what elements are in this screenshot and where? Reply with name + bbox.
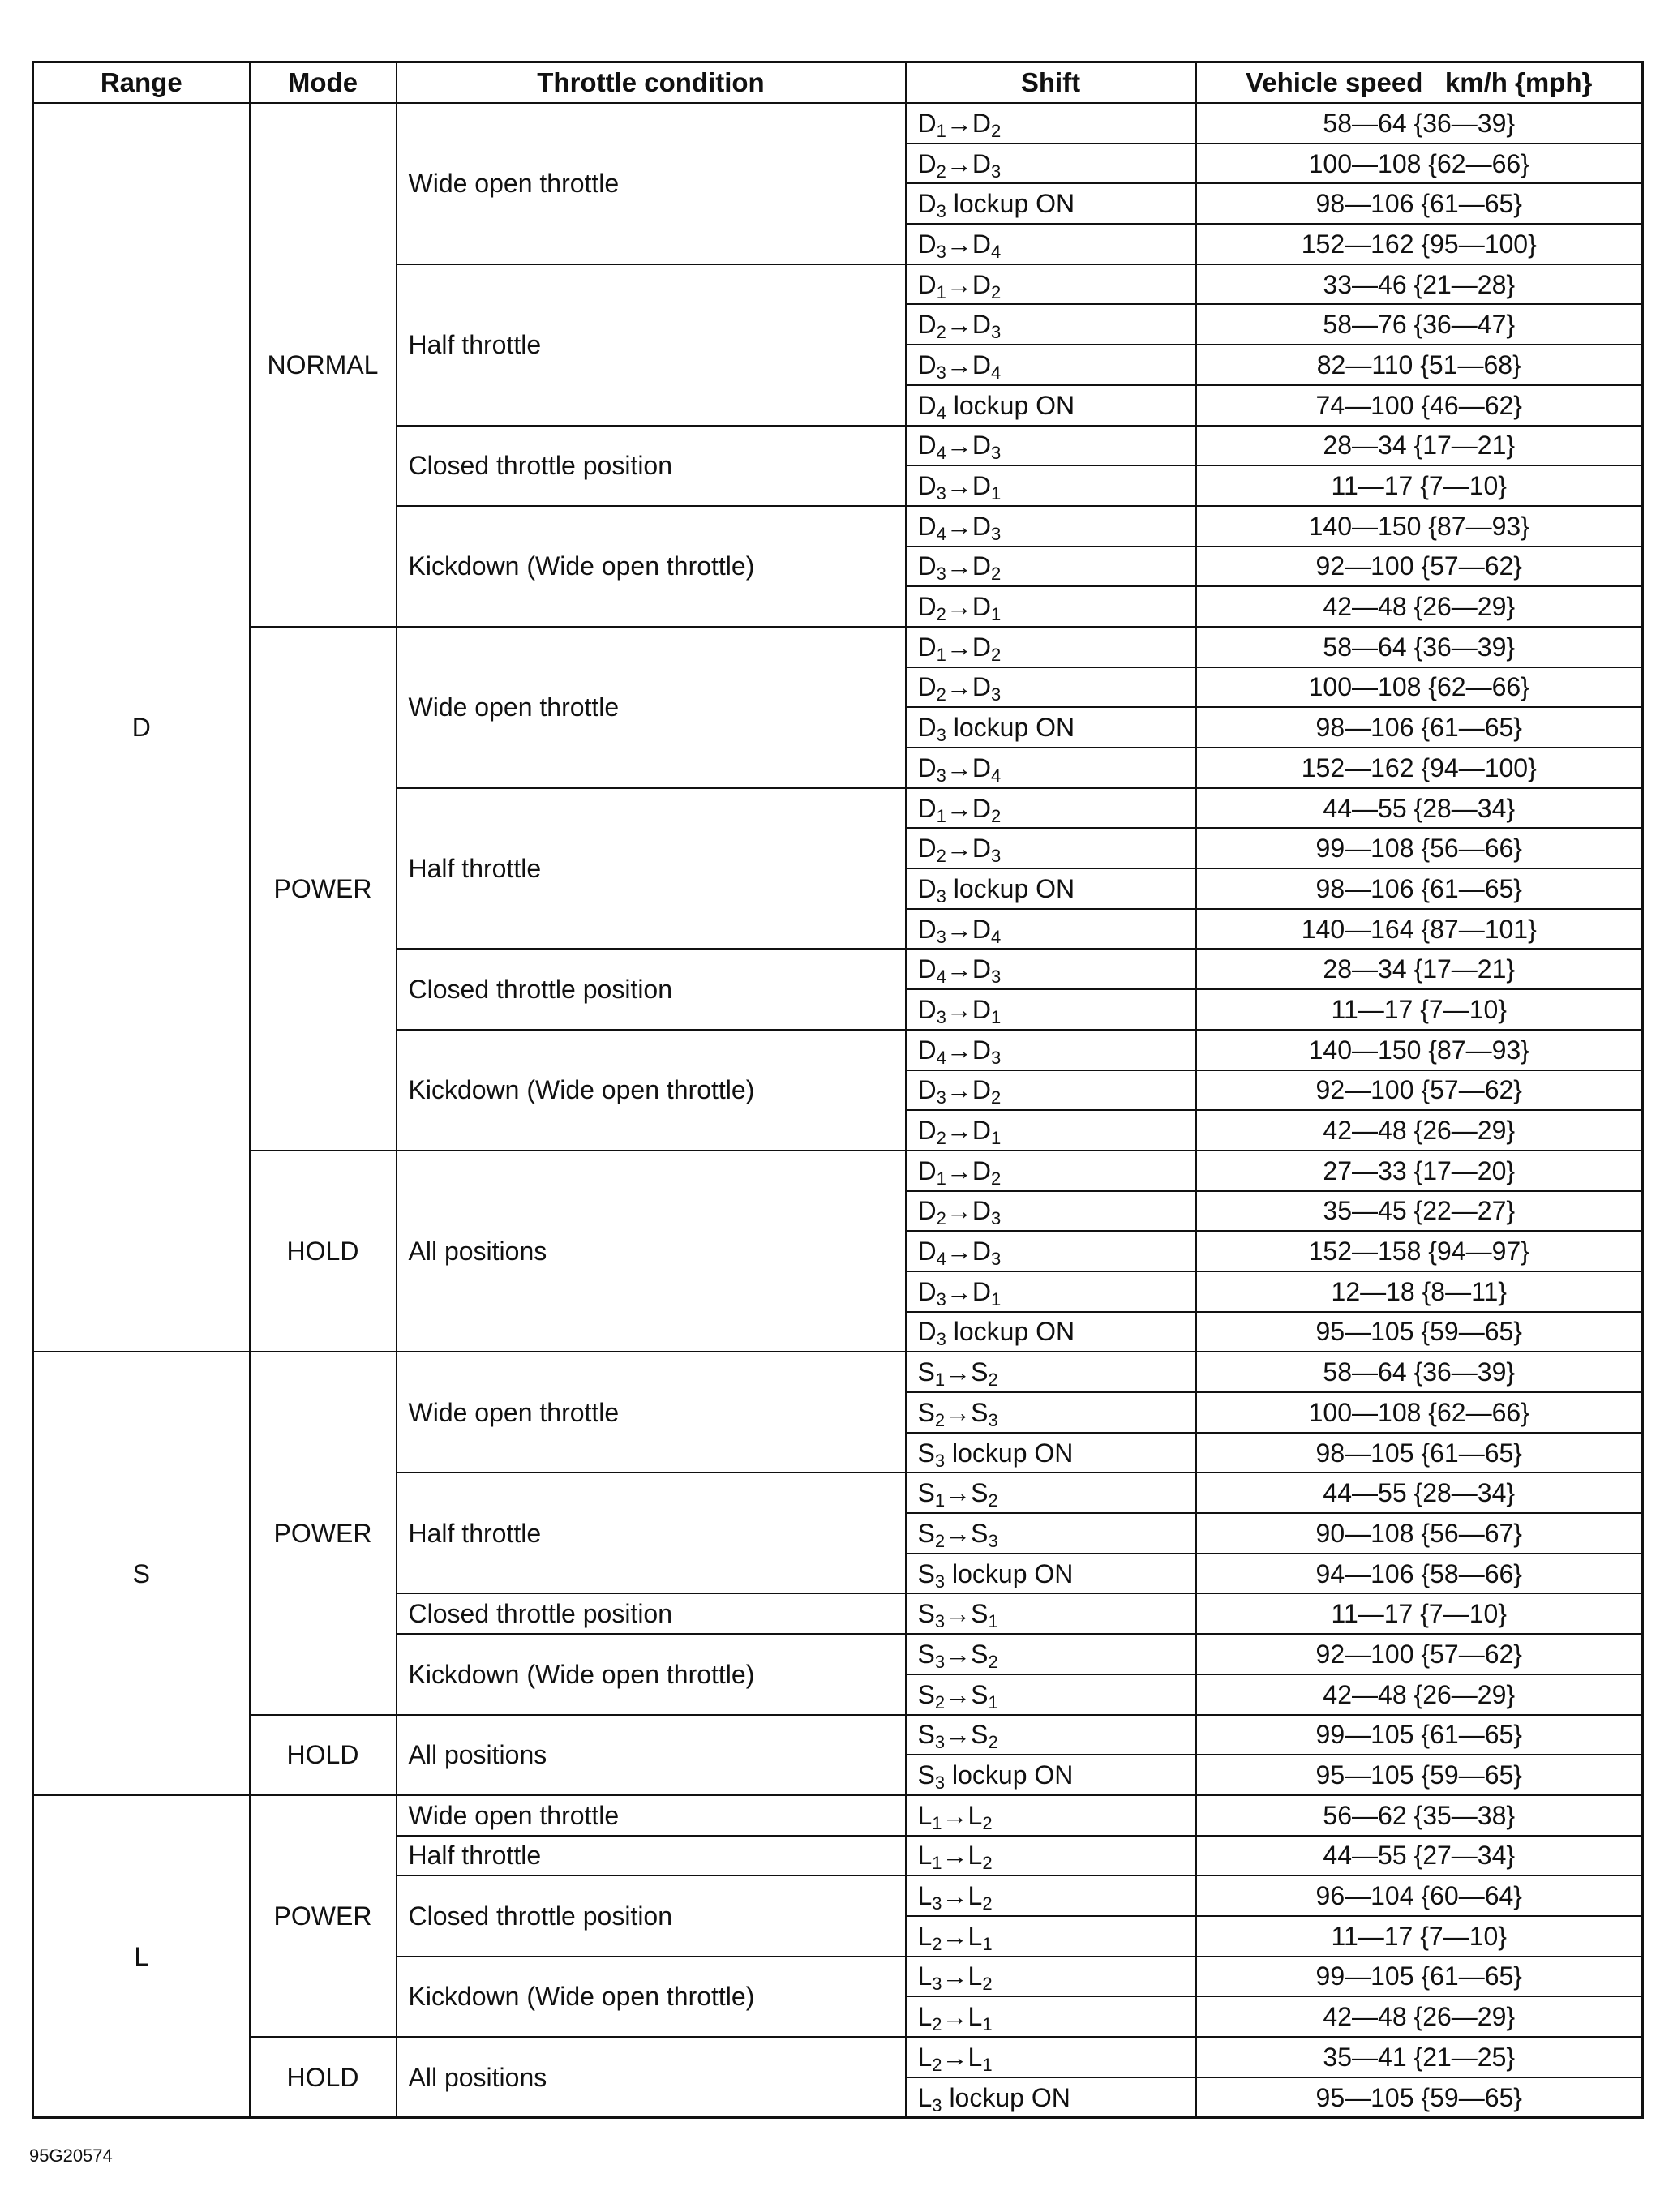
vehicle-speed-cell: 42—48 {26—29}: [1196, 1996, 1643, 2037]
shift-cell: $D_4\to D_3$: [906, 1231, 1196, 1271]
throttle-condition-cell: Wide open throttle: [397, 103, 906, 264]
vehicle-speed-cell: 140—164 {87—101}: [1196, 909, 1643, 950]
shift-cell: $D_2\to D_3$: [906, 667, 1196, 708]
vehicle-speed-cell: 95—105 {59—65}: [1196, 1312, 1643, 1352]
vehicle-speed-cell: 152—162 {95—100}: [1196, 224, 1643, 264]
shift-speed-table: [32, 61, 1644, 2119]
shift-cell: $D_3$ lockup ON: [906, 868, 1196, 909]
throttle-condition-cell: Kickdown (Wide open throttle): [397, 506, 906, 627]
shift-cell: $D_1\to D_2$: [906, 627, 1196, 667]
shift-cell: $L_3\to L_2$: [906, 1957, 1196, 1997]
range-cell: S: [33, 1352, 250, 1795]
vehicle-speed-cell: 44—55 {28—34}: [1196, 788, 1643, 829]
vehicle-speed-cell: 100—108 {62—66}: [1196, 667, 1643, 708]
throttle-condition-cell: Wide open throttle: [397, 627, 906, 788]
shift-cell: $D_3$ lockup ON: [906, 1312, 1196, 1352]
throttle-condition-cell: Half throttle: [397, 264, 906, 426]
vehicle-speed-cell: 96—104 {60—64}: [1196, 1875, 1643, 1916]
shift-cell: $S_3$ lockup ON: [906, 1433, 1196, 1473]
mode-cell: NORMAL: [250, 103, 397, 627]
shift-cell: $L_3\to L_2$: [906, 1875, 1196, 1916]
throttle-condition-cell: All positions: [397, 1715, 906, 1795]
table-row: [33, 1715, 1643, 1755]
shift-cell: $D_3\to D_2$: [906, 547, 1196, 587]
shift-cell: $D_1\to D_2$: [906, 103, 1196, 144]
shift-cell: $S_2\to S_1$: [906, 1674, 1196, 1715]
shift-cell: $L_3$ lockup ON: [906, 2077, 1196, 2118]
vehicle-speed-cell: 27—33 {17—20}: [1196, 1151, 1643, 1191]
table-row: [33, 103, 1643, 144]
vehicle-speed-cell: 58—76 {36—47}: [1196, 304, 1643, 345]
vehicle-speed-cell: 58—64 {36—39}: [1196, 103, 1643, 144]
throttle-condition-cell: All positions: [397, 1151, 906, 1352]
vehicle-speed-cell: 28—34 {17—21}: [1196, 949, 1643, 989]
throttle-condition-cell: Closed throttle position: [397, 1593, 906, 1634]
vehicle-speed-cell: 90—108 {56—67}: [1196, 1513, 1643, 1554]
shift-cell: $D_3\to D_1$: [906, 1271, 1196, 1312]
shift-cell: $S_2\to S_3$: [906, 1513, 1196, 1554]
table-row: [33, 2037, 1643, 2077]
vehicle-speed-cell: 99—105 {61—65}: [1196, 1715, 1643, 1755]
table-row: [33, 627, 1643, 667]
mode-cell: HOLD: [250, 1151, 397, 1352]
shift-cell: $D_3$ lockup ON: [906, 707, 1196, 748]
throttle-condition-cell: Closed throttle position: [397, 426, 906, 506]
throttle-condition-cell: Half throttle: [397, 1473, 906, 1593]
shift-cell: $D_4\to D_3$: [906, 1030, 1196, 1070]
shift-cell: $D_2\to D_1$: [906, 1110, 1196, 1151]
vehicle-speed-cell: 100—108 {62—66}: [1196, 1392, 1643, 1433]
vehicle-speed-cell: 28—34 {17—21}: [1196, 426, 1643, 466]
vehicle-speed-cell: 99—105 {61—65}: [1196, 1957, 1643, 1997]
range-cell: D: [33, 103, 250, 1352]
vehicle-speed-cell: 98—106 {61—65}: [1196, 868, 1643, 909]
shift-cell: $D_3\to D_1$: [906, 989, 1196, 1030]
shift-cell: $L_2\to L_1$: [906, 1916, 1196, 1957]
vehicle-speed-cell: 99—108 {56—66}: [1196, 828, 1643, 868]
shift-cell: $D_2\to D_1$: [906, 586, 1196, 627]
mode-cell: POWER: [250, 1352, 397, 1714]
figure-code: 95G20574: [29, 2146, 113, 2166]
vehicle-speed-cell: 152—162 {94—100}: [1196, 748, 1643, 788]
vehicle-speed-cell: 58—64 {36—39}: [1196, 627, 1643, 667]
throttle-condition-cell: Kickdown (Wide open throttle): [397, 1957, 906, 2037]
throttle-condition-cell: Half throttle: [397, 788, 906, 950]
vehicle-speed-cell: 56—62 {35—38}: [1196, 1795, 1643, 1836]
vehicle-speed-cell: 11—17 {7—10}: [1196, 1916, 1643, 1957]
throttle-condition-cell: Kickdown (Wide open throttle): [397, 1634, 906, 1714]
header-shift: Shift: [906, 62, 1196, 104]
vehicle-speed-cell: 140—150 {87—93}: [1196, 506, 1643, 547]
vehicle-speed-cell: 11—17 {7—10}: [1196, 465, 1643, 506]
shift-cell: $D_3\to D_4$: [906, 224, 1196, 264]
shift-cell: $D_2\to D_3$: [906, 304, 1196, 345]
vehicle-speed-cell: 140—150 {87—93}: [1196, 1030, 1643, 1070]
shift-cell: $S_3\to S_1$: [906, 1593, 1196, 1634]
shift-cell: $S_3$ lockup ON: [906, 1554, 1196, 1594]
vehicle-speed-cell: 12—18 {8—11}: [1196, 1271, 1643, 1312]
vehicle-speed-cell: 44—55 {28—34}: [1196, 1473, 1643, 1513]
shift-cell: $L_1\to L_2$: [906, 1836, 1196, 1876]
range-cell: L: [33, 1795, 250, 2118]
vehicle-speed-cell: 92—100 {57—62}: [1196, 1070, 1643, 1111]
vehicle-speed-cell: 98—106 {61—65}: [1196, 707, 1643, 748]
header-range: Range: [33, 62, 250, 104]
vehicle-speed-cell: 33—46 {21—28}: [1196, 264, 1643, 305]
shift-cell: $S_3\to S_2$: [906, 1634, 1196, 1674]
vehicle-speed-cell: 100—108 {62—66}: [1196, 144, 1643, 184]
shift-cell: $D_3$ lockup ON: [906, 183, 1196, 224]
shift-cell: $S_3$ lockup ON: [906, 1755, 1196, 1795]
shift-cell: $L_2\to L_1$: [906, 2037, 1196, 2077]
vehicle-speed-cell: 92—100 {57—62}: [1196, 1634, 1643, 1674]
throttle-condition-cell: Closed throttle position: [397, 1875, 906, 1956]
throttle-condition-cell: Kickdown (Wide open throttle): [397, 1030, 906, 1151]
table-row: [33, 1795, 1643, 1836]
shift-cell: $D_3\to D_4$: [906, 909, 1196, 950]
shift-cell: $S_2\to S_3$: [906, 1392, 1196, 1433]
vehicle-speed-cell: 92—100 {57—62}: [1196, 547, 1643, 587]
vehicle-speed-cell: 35—41 {21—25}: [1196, 2037, 1643, 2077]
shift-cell: $S_3\to S_2$: [906, 1715, 1196, 1755]
shift-cell: $L_2\to L_1$: [906, 1996, 1196, 2037]
vehicle-speed-cell: 98—106 {61—65}: [1196, 183, 1643, 224]
throttle-condition-cell: Wide open throttle: [397, 1795, 906, 1836]
shift-cell: $D_2\to D_3$: [906, 144, 1196, 184]
shift-cell: $D_1\to D_2$: [906, 264, 1196, 305]
header-mode: Mode: [250, 62, 397, 104]
shift-cell: $D_3\to D_2$: [906, 1070, 1196, 1111]
vehicle-speed-cell: 98—105 {61—65}: [1196, 1433, 1643, 1473]
shift-cell: $D_3\to D_4$: [906, 345, 1196, 385]
shift-cell: $D_3\to D_1$: [906, 465, 1196, 506]
vehicle-speed-cell: 95—105 {59—65}: [1196, 1755, 1643, 1795]
shift-cell: $D_4\to D_3$: [906, 426, 1196, 466]
vehicle-speed-cell: 42—48 {26—29}: [1196, 1110, 1643, 1151]
shift-cell: $D_4$ lockup ON: [906, 385, 1196, 426]
vehicle-speed-cell: 152—158 {94—97}: [1196, 1231, 1643, 1271]
shift-cell: $D_2\to D_3$: [906, 1191, 1196, 1232]
vehicle-speed-cell: 82—110 {51—68}: [1196, 345, 1643, 385]
throttle-condition-cell: Closed throttle position: [397, 949, 906, 1029]
table-row: [33, 1352, 1643, 1392]
vehicle-speed-cell: 44—55 {27—34}: [1196, 1836, 1643, 1876]
vehicle-speed-cell: 11—17 {7—10}: [1196, 1593, 1643, 1634]
shift-cell: $D_2\to D_3$: [906, 828, 1196, 868]
mode-cell: POWER: [250, 627, 397, 1151]
throttle-condition-cell: All positions: [397, 2037, 906, 2118]
mode-cell: HOLD: [250, 2037, 397, 2118]
shift-cell: $D_4\to D_3$: [906, 949, 1196, 989]
mode-cell: POWER: [250, 1795, 397, 2037]
shift-cell: $D_3\to D_4$: [906, 748, 1196, 788]
table-body: [33, 103, 1643, 2118]
header-vehicle-speed: Vehicle speed km/h {mph}: [1196, 62, 1643, 104]
throttle-condition-cell: Half throttle: [397, 1836, 906, 1876]
header-throttle-condition: Throttle condition: [397, 62, 906, 104]
header-row: [33, 62, 1643, 104]
shift-cell: $L_1\to L_2$: [906, 1795, 1196, 1836]
vehicle-speed-cell: 11—17 {7—10}: [1196, 989, 1643, 1030]
shift-cell: $D_1\to D_2$: [906, 1151, 1196, 1191]
shift-cell: $D_4\to D_3$: [906, 506, 1196, 547]
vehicle-speed-cell: 74—100 {46—62}: [1196, 385, 1643, 426]
vehicle-speed-cell: 95—105 {59—65}: [1196, 2077, 1643, 2118]
shift-cell: $D_1\to D_2$: [906, 788, 1196, 829]
mode-cell: HOLD: [250, 1715, 397, 1795]
vehicle-speed-cell: 35—45 {22—27}: [1196, 1191, 1643, 1232]
vehicle-speed-cell: 42—48 {26—29}: [1196, 586, 1643, 627]
shift-cell: $S_1\to S_2$: [906, 1473, 1196, 1513]
vehicle-speed-cell: 94—106 {58—66}: [1196, 1554, 1643, 1594]
vehicle-speed-cell: 58—64 {36—39}: [1196, 1352, 1643, 1392]
vehicle-speed-cell: 42—48 {26—29}: [1196, 1674, 1643, 1715]
throttle-condition-cell: Wide open throttle: [397, 1352, 906, 1473]
shift-cell: $S_1\to S_2$: [906, 1352, 1196, 1392]
table-row: [33, 1151, 1643, 1191]
